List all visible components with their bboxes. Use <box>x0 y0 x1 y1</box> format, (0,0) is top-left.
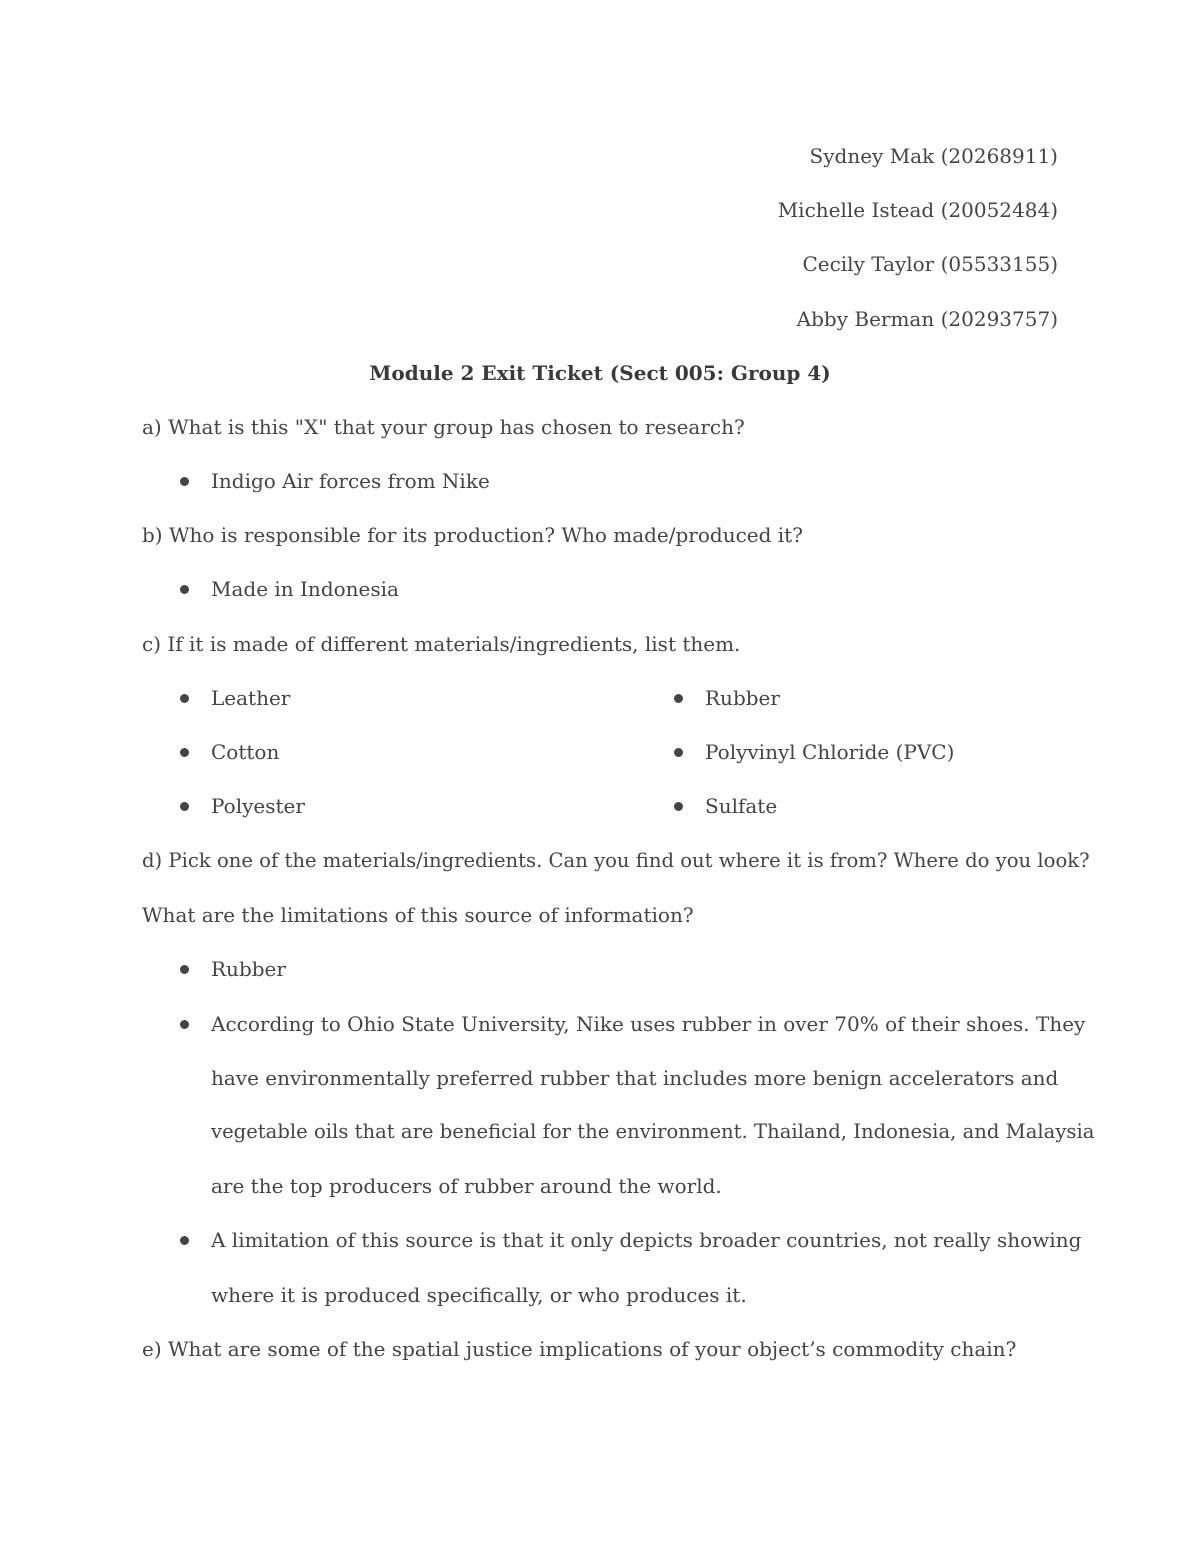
question-b: b) Who is responsible for its production? Who made/produced it? <box>142 523 803 547</box>
bullet-icon <box>180 694 189 703</box>
answer-d-material: Rubber <box>211 957 286 981</box>
answer-a: Indigo Air forces from Nike <box>211 469 490 493</box>
answer-b: Made in Indonesia <box>211 577 399 601</box>
answer-d-limitation-line: where it is produced specifically, or who produces it. <box>211 1283 747 1307</box>
author-line: Michelle Istead (20052484) <box>777 198 1058 222</box>
material-item: Polyvinyl Chloride (PVC) <box>705 740 955 764</box>
answer-d-source-line: vegetable oils that are beneficial for the environment. Thailand, Indonesia, and Malaysia <box>211 1120 1095 1143</box>
question-a: a) What is this "X" that your group has chosen to research? <box>142 415 745 439</box>
material-item: Cotton <box>211 740 280 764</box>
bullet-icon <box>180 585 189 594</box>
question-e: e) What are some of the spatial justice implications of your object’s commodity chain? <box>142 1337 1017 1361</box>
bullet-icon <box>180 965 189 974</box>
bullet-icon <box>180 477 189 486</box>
document-title: Module 2 Exit Ticket (Sect 005: Group 4) <box>369 361 831 385</box>
answer-d-source-line: According to Ohio State University, Nike uses rubber in over 70% of their shoes. They <box>211 1012 1086 1036</box>
question-c: c) If it is made of different materials/ingredients, list them. <box>142 632 741 656</box>
question-d-line2: What are the limitations of this source of information? <box>142 903 694 927</box>
bullet-icon <box>180 802 189 811</box>
material-item: Leather <box>211 686 291 710</box>
bullet-icon <box>674 694 683 703</box>
material-item: Sulfate <box>705 794 778 818</box>
author-line: Sydney Mak (20268911) <box>809 144 1058 168</box>
bullet-icon <box>180 1236 189 1245</box>
author-line: Cecily Taylor (05533155) <box>802 252 1058 276</box>
answer-d-source-line: have environmentally preferred rubber that includes more benign accelerators and <box>211 1066 1059 1090</box>
material-item: Rubber <box>705 686 780 710</box>
answer-d-limitation-line: A limitation of this source is that it only depicts broader countries, not really showing <box>211 1228 1082 1252</box>
bullet-icon <box>674 802 683 811</box>
author-line: Abby Berman (20293757) <box>796 307 1058 331</box>
material-item: Polyester <box>211 794 305 818</box>
bullet-icon <box>180 748 189 757</box>
bullet-icon <box>674 748 683 757</box>
bullet-icon <box>180 1020 189 1029</box>
answer-d-source-line: are the top producers of rubber around the world. <box>211 1174 722 1198</box>
question-d-line1: d) Pick one of the materials/ingredients. Can you find out where it is from? Where do you look? <box>142 849 1090 872</box>
